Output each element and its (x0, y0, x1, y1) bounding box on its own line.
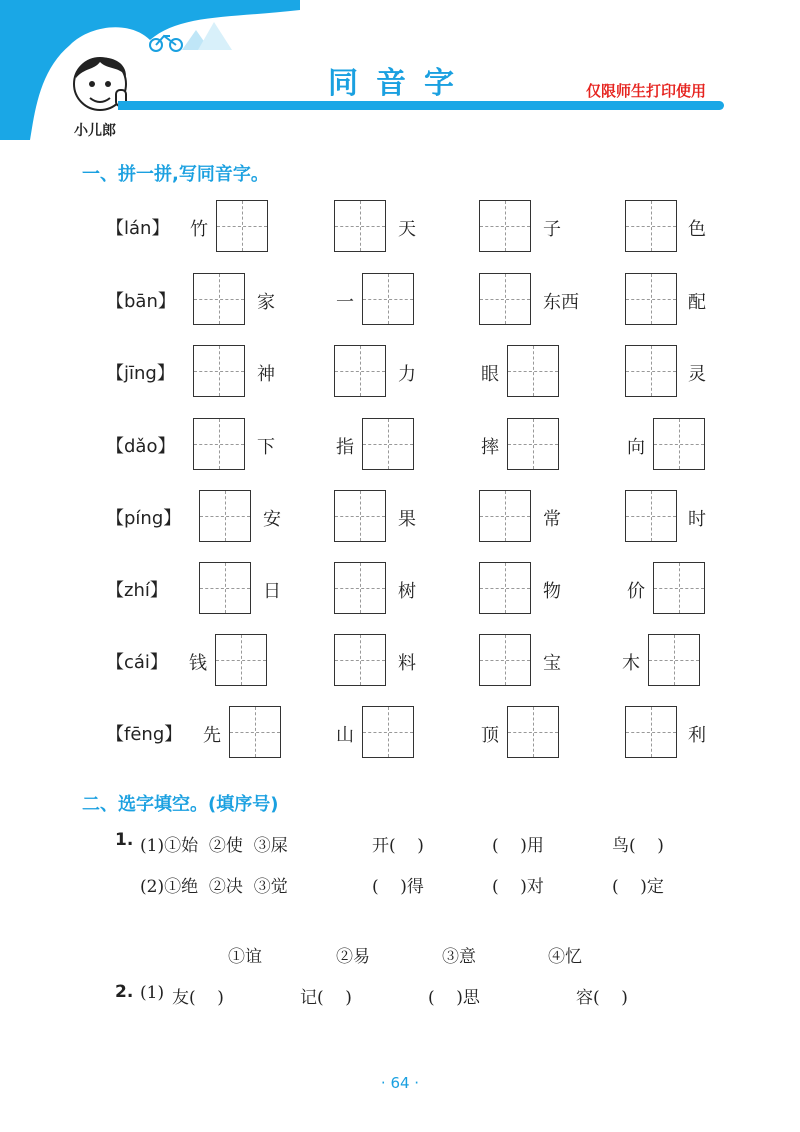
pinyin-label: 【píng】 (106, 508, 182, 529)
q2-line1-blank[interactable]: 容( ) (576, 988, 628, 1008)
word-char: 下 (257, 437, 275, 458)
q2-option: ④忆 (548, 947, 582, 967)
word-char: 先 (203, 725, 221, 746)
word-char: 竹 (190, 219, 208, 240)
writing-box[interactable] (193, 345, 245, 397)
word-char: 神 (257, 364, 275, 385)
word-char: 料 (398, 653, 416, 674)
writing-box[interactable] (479, 634, 531, 686)
pinyin-label: 【jīng】 (106, 363, 175, 384)
writing-box[interactable] (215, 634, 267, 686)
word-char: 木 (622, 653, 640, 674)
word-char: 色 (688, 219, 706, 240)
writing-box[interactable] (193, 273, 245, 325)
writing-box[interactable] (362, 706, 414, 758)
word-char: 配 (688, 292, 706, 313)
pinyin-label: 【bān】 (106, 291, 176, 312)
writing-box[interactable] (648, 634, 700, 686)
q1-line1-blank[interactable]: 鸟( ) (612, 836, 664, 856)
pinyin-label: 【zhí】 (106, 580, 168, 601)
word-char: 天 (398, 219, 416, 240)
mascot-label: 小儿郎 (74, 123, 116, 139)
word-char: 安 (263, 509, 281, 530)
q1-line1-options: (1)①始 ②使 ③屎 (140, 836, 288, 856)
word-char: 价 (627, 581, 645, 602)
word-char: 指 (336, 437, 354, 458)
writing-box[interactable] (334, 562, 386, 614)
word-char: 利 (688, 725, 706, 746)
page-title: 同音字 (328, 66, 472, 101)
q2-line1-blank[interactable]: 友( ) (172, 988, 224, 1008)
writing-box[interactable] (229, 706, 281, 758)
mascot-boy-icon (66, 44, 136, 122)
word-char: 东西 (543, 292, 579, 313)
word-char: 子 (543, 219, 561, 240)
word-char: 向 (627, 437, 645, 458)
writing-box[interactable] (362, 273, 414, 325)
q2-option: ①谊 (228, 947, 262, 967)
word-char: 力 (398, 364, 416, 385)
word-char: 摔 (481, 437, 499, 458)
writing-box[interactable] (479, 200, 531, 252)
pinyin-label: 【lán】 (106, 218, 170, 239)
word-char: 时 (688, 509, 706, 530)
word-char: 一 (336, 292, 354, 313)
writing-box[interactable] (479, 490, 531, 542)
q2-number: 2. (115, 982, 134, 1002)
word-char: 常 (543, 509, 561, 530)
q2-option: ②易 (336, 947, 370, 967)
writing-box[interactable] (653, 562, 705, 614)
writing-box[interactable] (507, 706, 559, 758)
writing-box[interactable] (507, 418, 559, 470)
word-char: 钱 (189, 653, 207, 674)
section2-title: 二、选字填空。(填序号) (82, 794, 279, 815)
writing-box[interactable] (625, 490, 677, 542)
print-notice: 仅限师生打印使用 (586, 82, 707, 100)
q1-number: 1. (115, 830, 134, 850)
word-char: 果 (398, 509, 416, 530)
word-char: 灵 (688, 364, 706, 385)
writing-box[interactable] (334, 200, 386, 252)
q1-line1-blank[interactable]: 开( ) (372, 836, 424, 856)
word-char: 山 (336, 725, 354, 746)
word-char: 树 (398, 581, 416, 602)
writing-box[interactable] (199, 490, 251, 542)
writing-box[interactable] (653, 418, 705, 470)
word-char: 顶 (481, 725, 499, 746)
q2-line1-prefix: (1) (140, 983, 165, 1003)
q2-line1-blank[interactable]: 记( ) (300, 988, 352, 1008)
writing-box[interactable] (199, 562, 251, 614)
writing-box[interactable] (625, 706, 677, 758)
pinyin-label: 【cái】 (106, 652, 168, 673)
writing-box[interactable] (193, 418, 245, 470)
pinyin-label: 【dǎo】 (106, 436, 176, 457)
page-number: · 64 · (380, 1074, 420, 1092)
writing-box[interactable] (362, 418, 414, 470)
writing-box[interactable] (216, 200, 268, 252)
writing-box[interactable] (625, 273, 677, 325)
writing-box[interactable] (507, 345, 559, 397)
header-decoration (0, 0, 300, 140)
writing-box[interactable] (334, 345, 386, 397)
writing-box[interactable] (334, 634, 386, 686)
q1-line2-options: (2)①绝 ②决 ③觉 (140, 877, 288, 897)
writing-box[interactable] (479, 562, 531, 614)
q1-line2-blank[interactable]: ( )定 (612, 877, 664, 897)
word-char: 家 (257, 292, 275, 313)
word-char: 眼 (481, 364, 499, 385)
word-char: 日 (263, 581, 281, 602)
writing-box[interactable] (334, 490, 386, 542)
q1-line2-blank[interactable]: ( )得 (372, 877, 424, 897)
q1-line2-blank[interactable]: ( )对 (492, 877, 544, 897)
word-char: 物 (543, 581, 561, 602)
writing-box[interactable] (479, 273, 531, 325)
header-bar (118, 101, 724, 110)
q2-option: ③意 (442, 947, 476, 967)
writing-box[interactable] (625, 345, 677, 397)
writing-box[interactable] (625, 200, 677, 252)
pinyin-label: 【fēng】 (106, 724, 183, 745)
word-char: 宝 (543, 653, 561, 674)
q2-line1-blank[interactable]: ( )思 (428, 988, 480, 1008)
q1-line1-blank[interactable]: ( )用 (492, 836, 544, 856)
section1-title: 一、拼一拼,写同音字。 (82, 164, 269, 185)
